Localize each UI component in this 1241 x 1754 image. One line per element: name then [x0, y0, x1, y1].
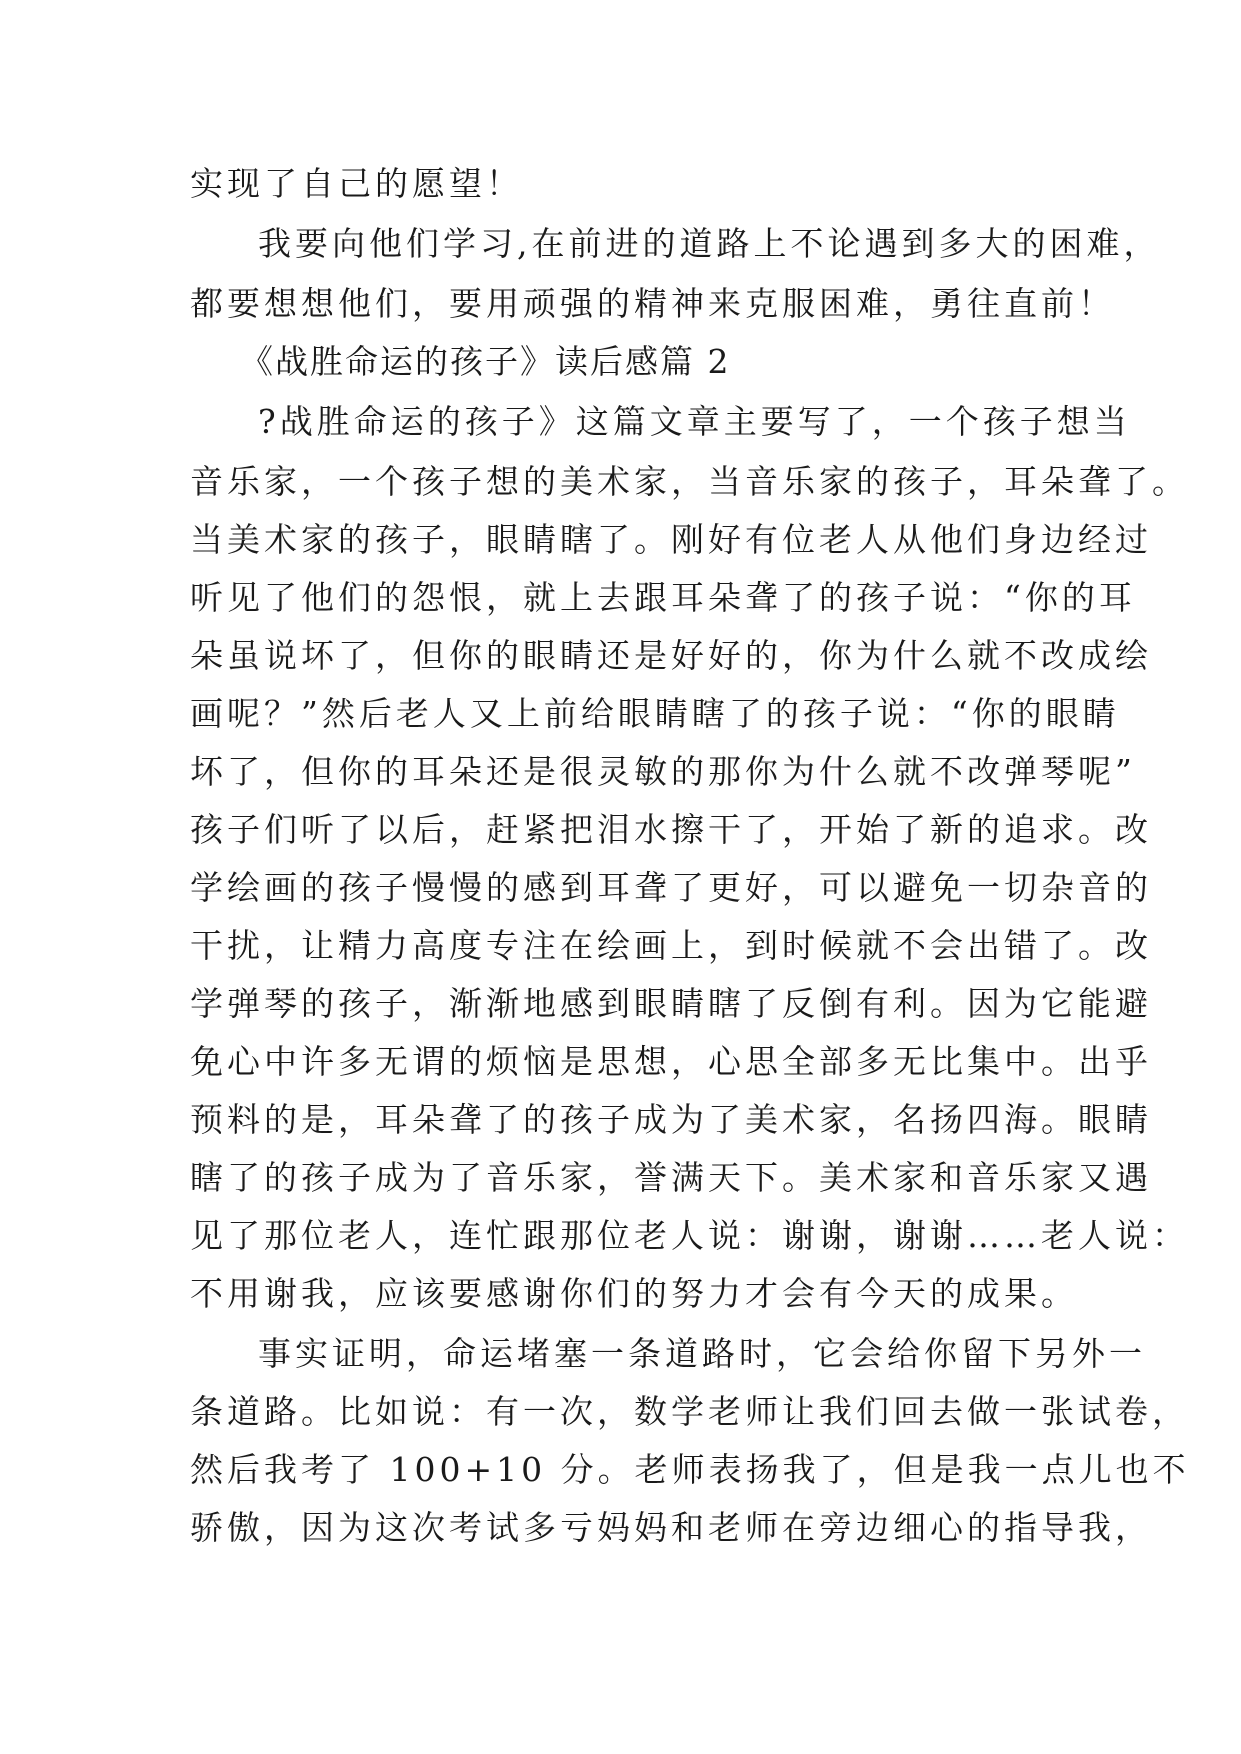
paragraph-start: 事实证明，命运堵塞一条道路时，它会给你留下另外一: [258, 1334, 1146, 1373]
text-line: 坏了，但你的耳朵还是很灵敏的那你为什么就不改弹琴呢”: [190, 752, 1136, 791]
paragraph-start: ?战胜命运的孩子》这篇文章主要写了，一个孩子想当: [258, 402, 1131, 441]
text-line: 预料的是，耳朵聋了的孩子成为了美术家，名扬四海。眼睛: [190, 1100, 1152, 1139]
text-line: 画呢？”然后老人又上前给眼睛瞎了的孩子说：“你的眼睛: [190, 694, 1120, 733]
text-line: 见了那位老人，连忙跟那位老人说：谢谢，谢谢……老人说：: [190, 1216, 1189, 1255]
text-line: 实现了自己的愿望！: [190, 164, 523, 203]
paragraph-start: 我要向他们学习,在前进的道路上不论遇到多大的困难，: [258, 224, 1161, 263]
text-line: 条道路。比如说：有一次，数学老师让我们回去做一张试卷，: [190, 1392, 1189, 1431]
text-line: 瞎了的孩子成为了音乐家，誉满天下。美术家和音乐家又遇: [190, 1158, 1152, 1197]
section-heading: 《战胜命运的孩子》读后感篇 2: [240, 342, 731, 381]
text-line: 然后我考了 100+10 分。老师表扬我了，但是我一点儿也不: [190, 1450, 1190, 1489]
text-line: 免心中许多无谓的烦恼是思想，心思全部多无比集中。出乎: [190, 1042, 1152, 1081]
text-line: 学绘画的孩子慢慢的感到耳聋了更好，可以避免一切杂音的: [190, 868, 1152, 907]
text-line: 当美术家的孩子，眼睛瞎了。刚好有位老人从他们身边经过: [190, 520, 1152, 559]
text-line: 不用谢我，应该要感谢你们的努力才会有今天的成果。: [190, 1274, 1078, 1313]
text-line: 干扰，让精力高度专注在绘画上，到时候就不会出错了。改: [190, 926, 1152, 965]
text-line: 学弹琴的孩子，渐渐地感到眼睛瞎了反倒有利。因为它能避: [190, 984, 1152, 1023]
text-line: 朵虽说坏了，但你的眼睛还是好好的，你为什么就不改成绘: [190, 636, 1152, 675]
text-line: 听见了他们的怨恨，就上去跟耳朵聋了的孩子说：“你的耳: [190, 578, 1136, 617]
text-line: 孩子们听了以后，赶紧把泪水擦干了，开始了新的追求。改: [190, 810, 1152, 849]
text-line: 音乐家，一个孩子想的美术家，当音乐家的孩子，耳朵聋了。: [190, 462, 1189, 501]
text-line: 都要想想他们，要用顽强的精神来克服困难，勇往直前！: [190, 284, 1115, 323]
text-line: 骄傲，因为这次考试多亏妈妈和老师在旁边细心的指导我，: [190, 1508, 1152, 1547]
